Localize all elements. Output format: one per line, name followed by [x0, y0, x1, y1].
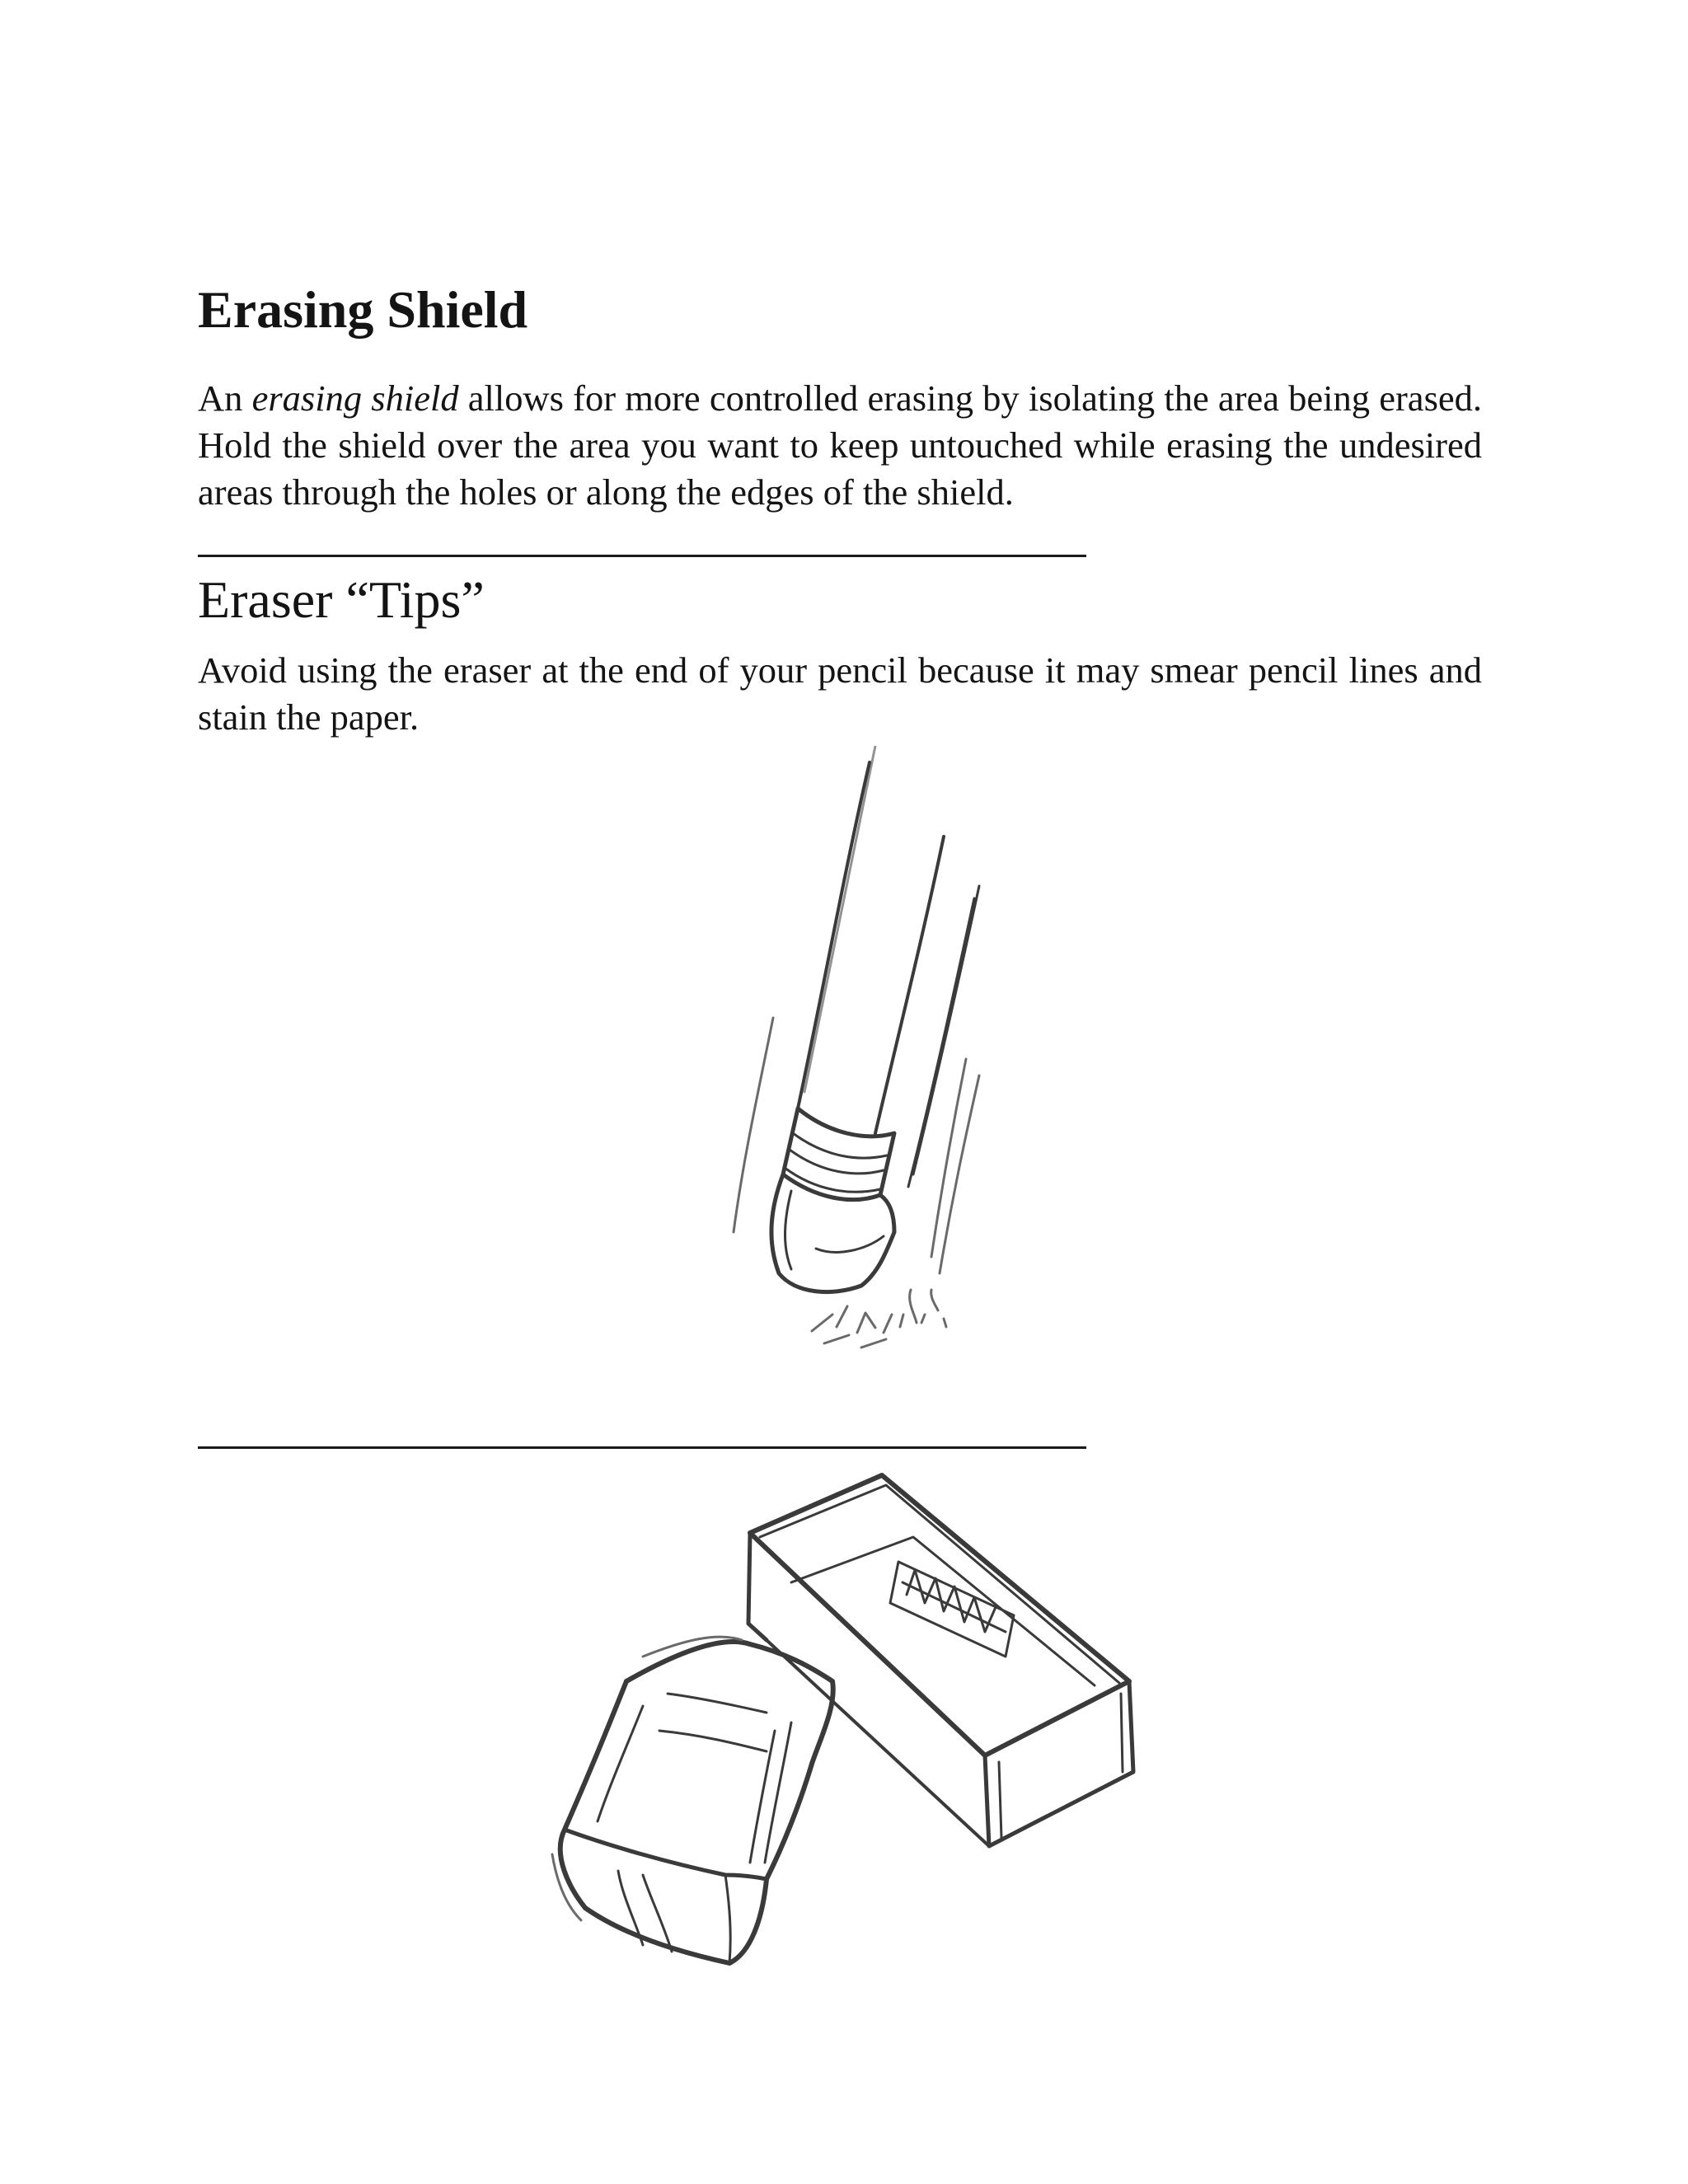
- erasing-shield-paragraph: [198, 375, 1482, 516]
- paragraph-rest: allows for more controlled erasing by isolating the area being erased. Hold the shield over the area you want to keep untouched while erasing the undesired areas through the holes or along the edges of the shield.: [198, 377, 1483, 513]
- erasers-sketch-icon: [519, 1459, 1162, 1986]
- divider-rule: [198, 555, 1086, 557]
- divider-rule-2: [198, 1446, 1086, 1449]
- pencil-eraser-illustration: [659, 746, 1022, 1405]
- eraser-tips-paragraph: Avoid using the eraser at the end of your pencil because it may smear pencil lines and stain the paper.: [198, 649, 1482, 738]
- section-title-eraser-tips: Eraser “Tips”: [198, 570, 485, 629]
- block-erasers-illustration: [519, 1459, 1162, 1986]
- term-erasing-shield: erasing shield: [251, 377, 459, 419]
- section-title-erasing-shield: Erasing Shield: [198, 280, 528, 339]
- pencil-sketch-icon: [659, 746, 1022, 1405]
- paragraph-lead: An: [198, 377, 252, 419]
